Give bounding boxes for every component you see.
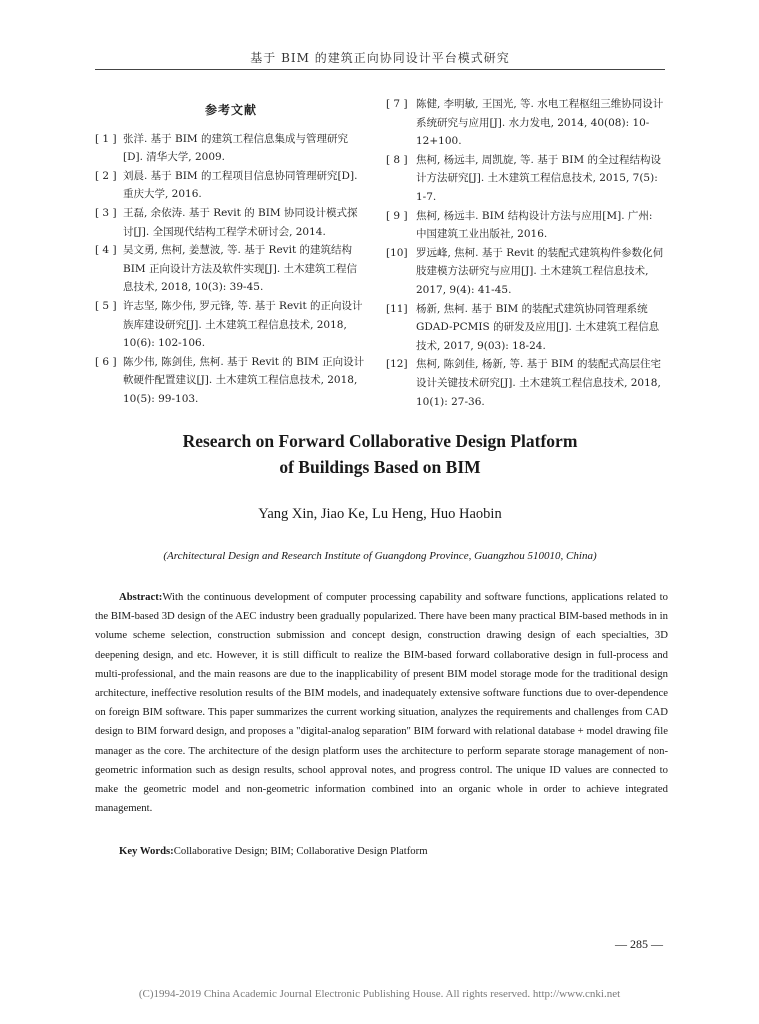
reference-number: [ 9 ] [386,209,408,222]
reference-text: 许志坚, 陈少伟, 罗元锋, 等. 基于 Revit 的正向设计族库建设研究[J]. 土木建筑工程信息技术, 2018, 10(6): 102-106. [123,299,363,350]
reference-item [386,151,666,207]
reference-text: 陈少伟, 陈剑佳, 焦柯. 基于 Revit 的 BIM 正向设计軟硬件配置建议[J]. 土木建筑工程信息技术, 2018, 10(5): 99-103. [123,355,365,405]
references-right-column [386,95,666,411]
references-left-column [95,95,367,409]
reference-text: 刘晨. 基于 BIM 的工程项目信息协同管理研究[D]. 重庆大学, 2016. [123,169,358,201]
english-title [95,428,665,480]
reference-item [95,204,367,241]
english-keywords [95,845,668,857]
reference-text: 杨新, 焦柯. 基于 BIM 的装配式建筑协同管理系统 GDAD-PCMIS 的研发及应用[J]. 土木建筑工程信息技术, 2017, 9(03): 18-24. [416,302,660,352]
reference-text: 焦柯, 杨远丰. BIM 结构设计方法与应用[M]. 广州: 中国建筑工业出版社, 2016. [416,209,653,241]
keywords-text: Collaborative Design; BIM; Collaborative Design Platform [173,845,428,857]
reference-item [95,353,367,409]
references-heading: 参考文献 [204,103,257,117]
reference-number: [ 8 ] [386,153,408,166]
reference-item [386,207,666,244]
header-rule [95,69,665,70]
reference-text: 焦柯, 陈剑佳, 杨新, 等. 基于 BIM 的装配式高层住宅设计关键技术研究[J]. 土木建筑工程信息技术, 2018, 10(1): 27-36. [416,358,661,408]
reference-number: [10] [386,246,408,259]
reference-text: 张洋. 基于 BIM 的建筑工程信息集成与管理研究[D]. 清华大学, 2009. [123,132,348,164]
reference-number: [ 7 ] [386,98,408,110]
reference-item [95,167,367,204]
reference-text: 焦柯, 杨远丰, 周凯旋, 等. 基于 BIM 的全过程结构设计方法研究[J]. 土木建筑工程信息技术, 2015, 7(5): 1-7. [416,153,661,203]
reference-text: 罗远峰, 焦柯. 基于 Revit 的装配式建筑构件参数化伺肢建模方法研究与应用[J]. 土木建筑工程信息技术, 2017, 9(4): 41-45. [416,246,664,296]
reference-number: [ 2 ] [95,169,117,182]
reference-item [386,95,666,151]
english-affiliation: (Architectural Design and Research Institute of Guangdong Province, Guangzhou 510010, China) [163,550,597,562]
reference-number: [ 3 ] [95,206,117,219]
reference-item [95,130,367,167]
reference-text: 吴文勇, 焦柯, 姜慧波, 等. 基于 Revit 的建筑结构 BIM 正向设计方法及软件实现[J]. 土木建筑工程信息技术, 2018, 10(3): 39-45. [123,244,358,294]
abstract-label: Abstract: [119,591,163,603]
page-number: — 285 — [615,937,663,951]
english-title-line-1: Research on Forward Collaborative Design Platform [182,431,578,451]
reference-text: 王磊, 余依涛. 基于 Revit 的 BIM 协同设计模式探讨[J]. 全国现代结构工程学术研讨会, 2014. [123,206,358,238]
reference-item [386,244,666,300]
english-abstract [95,588,668,818]
abstract-text: With the continuous development of computer processing capability and software functions, applications related to the BIM-based 3D design of the AEC industry been gradually popularized. There have been many practical BIM-based methods in in volume scheme selection, construction submission and concept design, construction drawing design of each specialties, 3D deepening design, and etc. However, it is still difficult to realize the BIM-based forward collaborative design in full-process and multi-professional, and the main reasons are due to the inapplicability of present BIM model storage mode for the traditional design architecture, ineffective resolution results of the BIM models, and inadequately extensive software functions due to over-dependence on foreign BIM software. This paper summarizes the current working situation, analyzes the requirements and challenges from CAD design to BIM forward design, and proposes a "digital-analog separation" BIM forward with relational database + model drawing file manager as the core. The architecture of the design platform uses the architecture to perform separate storage management of non-geometric information such as design results, school approval notes, and progress control. The unique ID values are connected to make the geometric model and non-geometric information combined into an organic whole in order to achieve integrated management. [95,591,668,815]
reference-item [386,300,666,356]
keywords-label: Key Words: [119,845,174,857]
english-title-line-2: of Buildings Based on BIM [279,457,481,477]
copyright-notice: (C)1994-2019 China Academic Journal Electronic Publishing House. All rights reserved. http://www.cnki.net [138,988,621,1000]
reference-text: 陈健, 李明敏, 王国光, 等. 水电工程枢纽三维协同设计系统研究与应用[J]. 水力发电, 2014, 40(08): 10-12+100. [416,98,664,148]
reference-number: [ 5 ] [95,299,117,312]
english-authors: Yang Xin, Jiao Ke, Lu Heng, Huo Haobin [258,506,502,522]
reference-number: [ 4 ] [95,244,117,257]
reference-item [386,355,666,411]
reference-number: [12] [386,358,408,371]
reference-item [95,297,367,353]
reference-item [95,241,367,297]
reference-number: [ 1 ] [95,132,117,145]
reference-number: [ 6 ] [95,355,117,368]
running-title: 基于 BIM 的建筑正向协同设计平台模式研究 [250,51,510,65]
reference-number: [11] [386,302,408,315]
